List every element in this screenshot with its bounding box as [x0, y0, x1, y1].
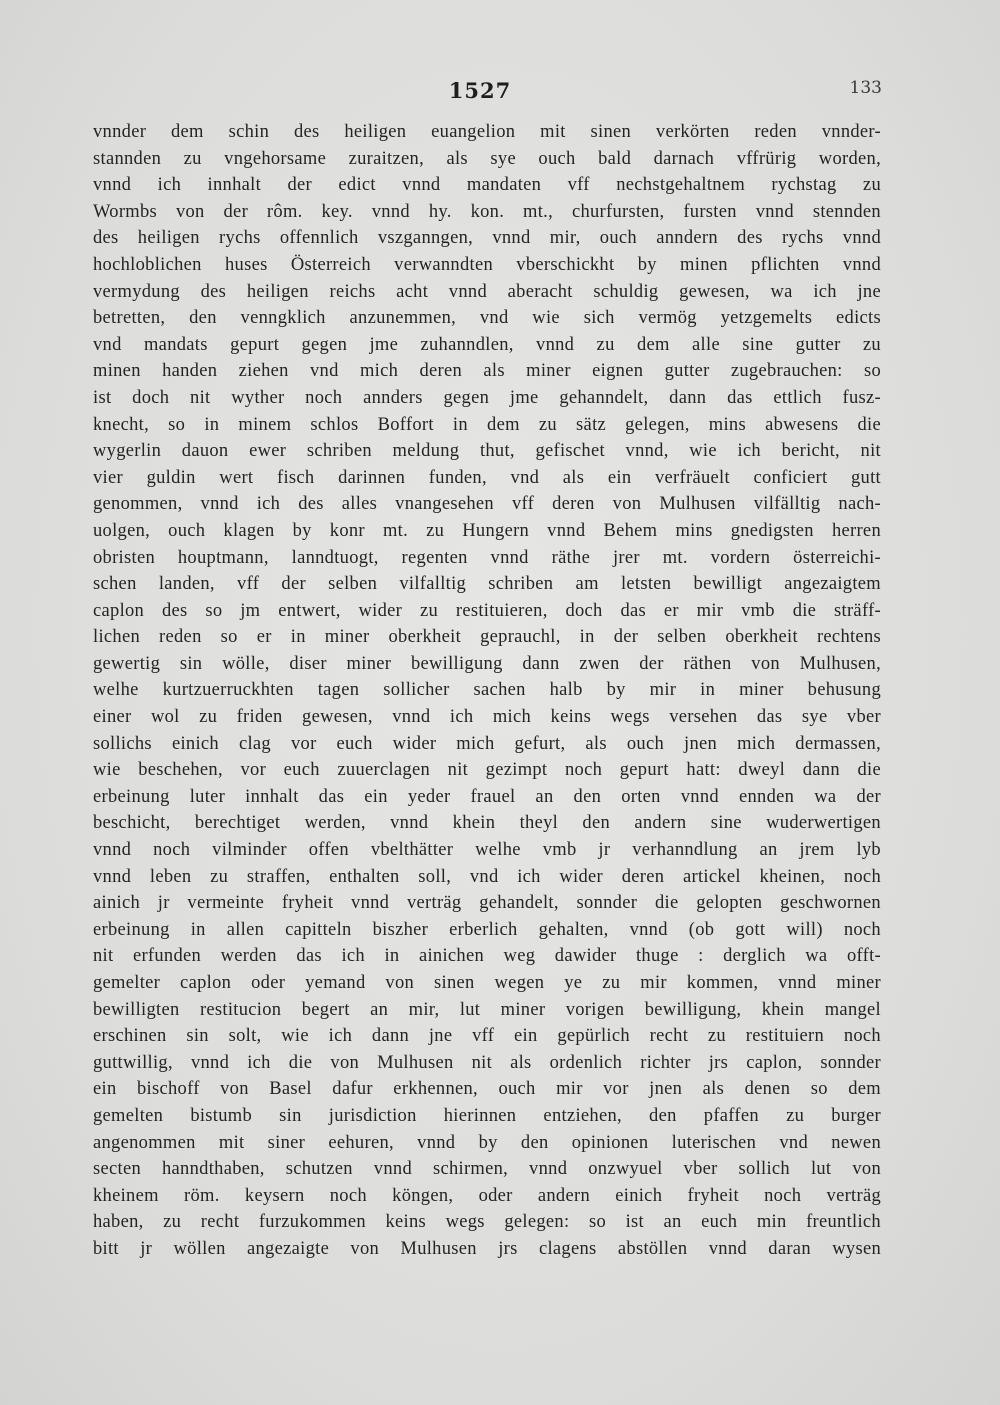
text-line: erschinen sin solt, wie ich dann jne vff ein gepürlich recht zu restituiern noch: [93, 1026, 881, 1047]
text-line: haben, zu recht furzukommen keins wegs gelegen: so ist an euch min freuntlich: [93, 1212, 881, 1233]
page-number: 133: [849, 78, 882, 98]
text-line: bewilligten restitucion begert an mir, lut miner vorigen bewilligung, khein mangel: [93, 999, 881, 1020]
text-line: vnd mandats gepurt gegen jme zuhanndlen, vnnd zu dem alle sine gutter zu: [93, 334, 881, 355]
text-line: Wormbs von der rôm. key. vnnd hy. kon. mt., churfursten, fursten vnnd stennden: [93, 201, 881, 222]
text-line: sollichs einich clag vor euch wider mich gefurt, als ouch jnen mich dermassen,: [93, 733, 881, 754]
text-line: genommen, vnnd ich des alles vnangesehen vff deren von Mulhusen vilfälltig nach-: [93, 494, 881, 515]
text-line: vnnd noch vilminder offen vbelthätter welhe vmb jr verhanndlung an jrem lyb: [93, 840, 881, 861]
text-line: guttwillig, vnnd ich die von Mulhusen nit als ordenlich richter jrs caplon, sonnder: [93, 1052, 881, 1073]
text-line: erbeinung luter innhalt das ein yeder frauel an den orten vnnd ennden wa der: [93, 786, 881, 807]
text-line: erbeinung in allen capitteln biszher erberlich gehalten, vnnd (ob gott will) noch: [93, 919, 881, 940]
text-line: bitt jr wöllen angezaigte von Mulhusen jrs clagens abstöllen vnnd daran wysen: [93, 1238, 881, 1259]
text-line: wygerlin dauon ewer schriben meldung thut, gefischet vnnd, wie ich bericht, nit: [93, 441, 881, 462]
text-line: minen handen ziehen vnd mich deren als miner eignen gutter zugebrauchen: so: [93, 361, 881, 382]
body-text: [93, 119, 881, 1263]
text-line: gemelten bistumb sin jurisdiction hierinnen entziehen, den pfaffen zu burger: [93, 1105, 881, 1126]
text-line: caplon des so jm entwert, wider zu restituieren, doch das er mir vmb die sträff-: [93, 600, 881, 621]
text-line: schen landen, vff der selben vilfalltig schriben am letsten bewilligt angezaigtem: [93, 574, 881, 595]
text-line: vnnder dem schin des heiligen euangelion mit sinen verkörten reden vnnder-: [93, 122, 881, 142]
text-line: ist doch nit wyther noch annders gegen jme gehanndelt, dann das ettlich fusz-: [93, 387, 881, 408]
text-line: wie beschehen, vor euch zuuerclagen nit gezimpt noch gepurt hatt: dweyl dann die: [93, 760, 881, 781]
text-line: des heiligen rychs offennlich vszganngen, vnnd mir, ouch anndern des rychs vnnd: [93, 228, 881, 249]
text-line: ein bischoff von Basel dafur erkhennen, ouch mir vor jnen als denen so dem: [93, 1079, 881, 1100]
text-line: uolgen, ouch klagen by konr mt. zu Hungern vnnd Behem mins gnedigsten herren: [93, 520, 881, 541]
year-heading: 1527: [448, 78, 512, 103]
text-line: vier guldin wert fisch darinnen funden, vnd als ein verfräuelt conficiert gutt: [93, 467, 881, 488]
text-line: lichen reden so er in miner oberkheit geprauchl, in der selben oberkheit rechtens: [93, 627, 881, 648]
text-line: knecht, so in minem schlos Boffort in dem zu sätz gelegen, mins abwesens die: [93, 414, 881, 435]
text-line: vnnd leben zu straffen, enthalten soll, vnd ich wider deren artickel kheinen, noch: [93, 866, 881, 887]
text-line: kheinem röm. keysern noch köngen, oder andern einich fryheit noch verträg: [93, 1185, 881, 1206]
text-line: angenommen mit siner eehuren, vnnd by den opinionen luterischen vnd newen: [93, 1132, 881, 1153]
text-line: ainich jr vermeinte fryheit vnnd verträg gehandelt, sonnder die gelopten geschwornen: [93, 893, 881, 914]
text-line: obristen houptmann, lanndtuogt, regenten vnnd räthe jrer mt. vordern österreichi-: [93, 547, 881, 568]
text-line: hochloblichen huses Österreich verwanndten vberschickht by minen pflichten vnnd: [93, 254, 881, 275]
text-line: stannden zu vngehorsame zuraitzen, als sye ouch bald darnach vffrürig worden,: [93, 148, 881, 169]
text-line: nit erfunden werden das ich in ainichen weg dawider thuge : derglich wa offt-: [93, 946, 881, 967]
text-line: vnnd ich innhalt der edict vnnd mandaten vff nechstgehaltnem rychstag zu: [93, 175, 881, 196]
text-line: welhe kurtzuerruckhten tagen sollicher sachen halb by mir in miner behusung: [93, 680, 881, 701]
text-line: vermydung des heiligen reichs acht vnnd aberacht schuldig gewesen, wa ich jne: [93, 281, 881, 302]
text-line: secten hanndthaben, schutzen vnnd schirmen, vnnd onzwyuel vber sollich lut von: [93, 1159, 881, 1180]
text-line: einer wol zu friden gewesen, vnnd ich mich keins wegs versehen das sye vber: [93, 707, 881, 728]
text-line: gewertig sin wölle, diser miner bewilligung dann zwen der räthen von Mulhusen,: [93, 653, 881, 674]
text-line: gemelter caplon oder yemand von sinen wegen ye zu mir kommen, vnnd miner: [93, 973, 881, 993]
page-header: [0, 74, 1000, 104]
text-line: beschicht, berechtiget werden, vnnd khein theyl den andern sine wuderwertigen: [93, 813, 881, 834]
text-line: betretten, den venngklich anzunemmen, vnd wie sich vermög yetzgemelts edicts: [93, 308, 881, 329]
